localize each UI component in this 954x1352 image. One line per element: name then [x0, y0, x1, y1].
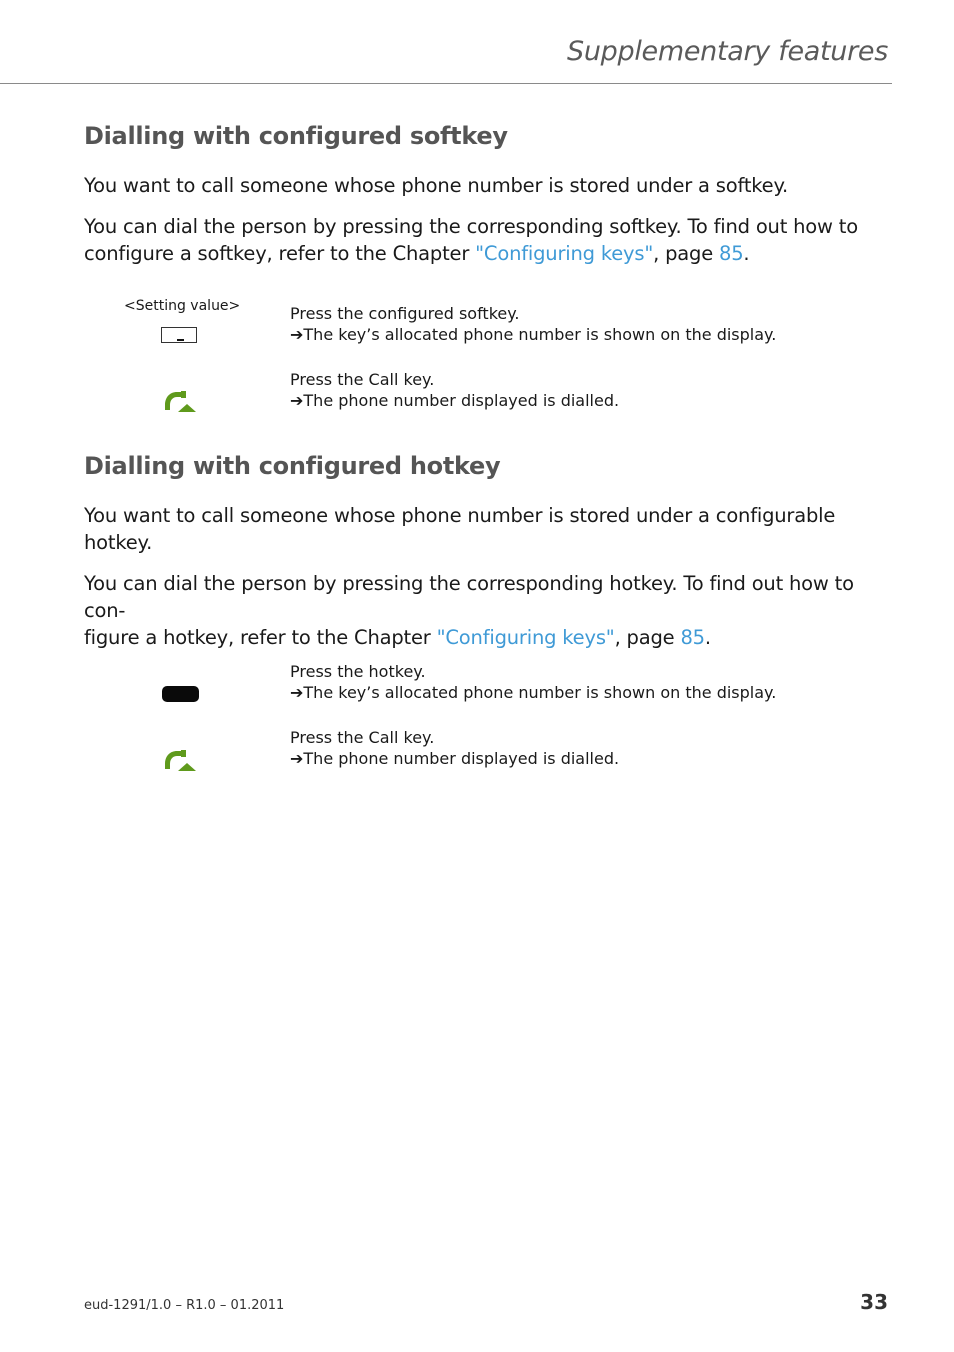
page-ref-prefix: , page [653, 242, 719, 265]
step-action: Press the Call key. [290, 728, 435, 747]
softkey-instruction-paragraph [84, 213, 894, 267]
page-ref-link[interactable]: 85 [719, 242, 744, 265]
header-title: Supplementary features [567, 36, 888, 67]
hotkey-intro-line-2: hotkey. [84, 531, 153, 554]
softkey-step-2 [290, 369, 619, 411]
sentence-end: . [743, 242, 750, 265]
heading-hotkey: Dialling with configured hotkey [84, 452, 501, 480]
hotkey-step-2 [290, 727, 619, 769]
hotkey-intro-line-1: You want to call someone whose phone number is stored under a configurable [84, 504, 836, 527]
softkey-intro-paragraph [84, 172, 894, 199]
softkey-setting-label: <Setting value> [124, 298, 241, 314]
softkey-step-1 [290, 303, 776, 345]
result-arrow-icon: ➔ [290, 391, 304, 410]
hotkey-step-1 [290, 661, 776, 703]
page-ref-link[interactable]: 85 [680, 626, 705, 649]
softkey-intro-text: You want to call someone whose phone number is stored under a softkey. [84, 174, 789, 197]
step-result: The key’s allocated phone number is shown on the display. [303, 325, 777, 344]
step-result: The phone number displayed is dialled. [303, 391, 620, 410]
result-arrow-icon: ➔ [290, 325, 304, 344]
heading-softkey: Dialling with configured softkey [84, 122, 508, 150]
hotkey-instruction-paragraph [84, 570, 894, 651]
step-action: Press the Call key. [290, 370, 435, 389]
configuring-keys-link[interactable]: "Configuring keys" [436, 626, 615, 649]
call-key-icon [162, 747, 198, 773]
softkey-icon [161, 327, 197, 343]
configuring-keys-link[interactable]: "Configuring keys" [475, 242, 654, 265]
hotkey-intro-paragraph [84, 502, 894, 556]
document-code: eud-1291/1.0 – R1.0 – 01.2011 [84, 1298, 285, 1313]
hotkey-instruction-line-2: figure a hotkey, refer to the Chapter [84, 626, 437, 649]
result-arrow-icon: ➔ [290, 683, 304, 702]
page-ref-prefix: , page [614, 626, 681, 649]
step-result: The key’s allocated phone number is shown on the display. [303, 683, 777, 702]
step-action: Press the configured softkey. [290, 304, 520, 323]
step-result: The phone number displayed is dialled. [303, 749, 620, 768]
header-divider [0, 83, 892, 84]
call-key-icon [162, 388, 198, 414]
page-number: 33 [860, 1290, 888, 1314]
sentence-end: . [704, 626, 711, 649]
result-arrow-icon: ➔ [290, 749, 304, 768]
step-action: Press the hotkey. [290, 662, 426, 681]
softkey-instruction-text: You can dial the person by pressing the corresponding softkey. To find out how to configure a softkey, refer to the Chapter [84, 215, 858, 265]
hotkey-icon [162, 686, 199, 702]
hotkey-instruction-line-1: You can dial the person by pressing the corresponding hotkey. To find out how to con- [84, 572, 854, 622]
